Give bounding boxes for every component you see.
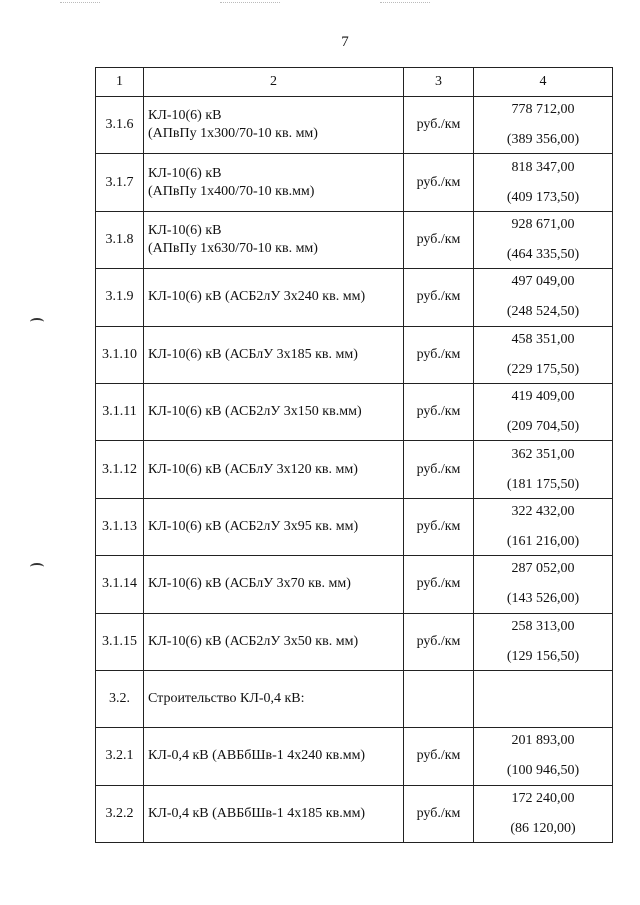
row-number: 3.1.10 <box>96 326 144 383</box>
row-value-paren: (389 356,00) <box>506 132 580 148</box>
row-number: 3.2.2 <box>96 785 144 842</box>
table-row <box>96 97 613 154</box>
row-description: КЛ-10(6) кВ (АСБлУ 3х185 кв. мм) <box>144 326 404 383</box>
row-value-cell <box>474 728 613 785</box>
header-row <box>96 68 613 97</box>
row-description: Строительство КЛ-0,4 кВ: <box>144 670 404 727</box>
row-value: 201 893,00 <box>511 733 575 749</box>
row-unit: руб./км <box>404 785 474 842</box>
row-value-cell <box>474 498 613 555</box>
row-number: 3.1.14 <box>96 556 144 613</box>
table-header <box>96 68 613 97</box>
row-description: КЛ-10(6) кВ (АПвПу 1х400/70-10 кв.мм) <box>144 154 404 211</box>
row-value-paren: (86 120,00) <box>510 820 576 836</box>
row-number: 3.2.1 <box>96 728 144 785</box>
row-unit: руб./км <box>404 383 474 440</box>
row-unit: руб./км <box>404 326 474 383</box>
row-value-paren: (129 156,50) <box>506 648 580 664</box>
row-value: 497 049,00 <box>511 274 575 290</box>
table-row <box>96 441 613 498</box>
row-description: КЛ-10(6) кВ (АСБ2лУ 3х50 кв. мм) <box>144 613 404 670</box>
row-unit: руб./км <box>404 211 474 268</box>
header-col-3: 3 <box>404 68 474 97</box>
row-value: 419 409,00 <box>511 389 575 405</box>
row-value: 258 313,00 <box>511 618 575 634</box>
row-value-cell <box>474 441 613 498</box>
table-row <box>96 326 613 383</box>
scan-noise <box>60 2 100 4</box>
row-description: КЛ-10(6) кВ (АСБ2лУ 3х150 кв.мм) <box>144 383 404 440</box>
table-row <box>96 498 613 555</box>
row-unit: руб./км <box>404 498 474 555</box>
row-value-cell <box>474 556 613 613</box>
table-row <box>96 785 613 842</box>
header-col-2: 2 <box>144 68 404 97</box>
row-unit <box>404 670 474 727</box>
row-value-cell <box>474 326 613 383</box>
row-value-paren: (100 946,50) <box>506 763 580 779</box>
row-value-paren: (161 216,00) <box>506 533 580 549</box>
row-value: 287 052,00 <box>511 561 575 577</box>
row-value: 322 432,00 <box>511 503 575 519</box>
row-unit: руб./км <box>404 441 474 498</box>
row-value-cell <box>474 154 613 211</box>
row-number: 3.2. <box>96 670 144 727</box>
table-row <box>96 613 613 670</box>
scan-mark <box>30 563 44 571</box>
row-description: КЛ-10(6) кВ (АСБ2лУ 3х95 кв. мм) <box>144 498 404 555</box>
row-value-paren: (229 175,50) <box>506 361 580 377</box>
row-value: 362 351,00 <box>511 446 575 462</box>
table-row <box>96 383 613 440</box>
row-description: КЛ-0,4 кВ (АВБбШв-1 4х185 кв.мм) <box>144 785 404 842</box>
row-description: КЛ-10(6) кВ (АПвПу 1х300/70-10 кв. мм) <box>144 97 404 154</box>
row-value-cell <box>474 211 613 268</box>
row-value-paren: (409 173,50) <box>506 189 580 205</box>
tariff-table <box>95 67 613 843</box>
row-value: 172 240,00 <box>511 790 575 806</box>
row-value: 458 351,00 <box>511 331 575 347</box>
row-unit: руб./км <box>404 613 474 670</box>
row-unit: руб./км <box>404 97 474 154</box>
row-number: 3.1.11 <box>96 383 144 440</box>
row-description: КЛ-10(6) кВ (АСБлУ 3х70 кв. мм) <box>144 556 404 613</box>
page-number: 7 <box>341 34 349 50</box>
row-unit: руб./км <box>404 269 474 326</box>
row-number: 3.1.12 <box>96 441 144 498</box>
row-value-paren: (181 175,50) <box>506 476 580 492</box>
row-description: КЛ-10(6) кВ (АСБ2лУ 3х240 кв. мм) <box>144 269 404 326</box>
header-col-1: 1 <box>96 68 144 97</box>
table-row <box>96 211 613 268</box>
row-value-cell <box>474 269 613 326</box>
row-number: 3.1.9 <box>96 269 144 326</box>
row-description: КЛ-10(6) кВ (АПвПу 1х630/70-10 кв. мм) <box>144 211 404 268</box>
row-value-cell <box>474 785 613 842</box>
table-row <box>96 154 613 211</box>
scan-noise <box>220 2 280 4</box>
row-value-paren: (248 524,50) <box>506 304 580 320</box>
row-value-cell <box>474 670 613 727</box>
row-unit: руб./км <box>404 154 474 211</box>
row-value: 818 347,00 <box>511 159 575 175</box>
row-number: 3.1.6 <box>96 97 144 154</box>
row-description: КЛ-0,4 кВ (АВБбШв-1 4х240 кв.мм) <box>144 728 404 785</box>
row-number: 3.1.13 <box>96 498 144 555</box>
row-value-paren: (209 704,50) <box>506 419 580 435</box>
header-col-4: 4 <box>474 68 613 97</box>
table-body <box>96 97 613 843</box>
row-number: 3.1.8 <box>96 211 144 268</box>
row-value-cell <box>474 383 613 440</box>
row-value-cell <box>474 97 613 154</box>
row-unit: руб./км <box>404 556 474 613</box>
row-value-paren: (464 335,50) <box>506 246 580 262</box>
table-row <box>96 670 613 727</box>
row-description: КЛ-10(6) кВ (АСБлУ 3х120 кв. мм) <box>144 441 404 498</box>
row-unit: руб./км <box>404 728 474 785</box>
scan-noise <box>380 2 430 4</box>
row-value: 778 712,00 <box>511 102 575 118</box>
table-row <box>96 269 613 326</box>
table-row <box>96 556 613 613</box>
row-value: 928 671,00 <box>511 216 575 232</box>
scan-mark <box>30 318 44 326</box>
row-number: 3.1.15 <box>96 613 144 670</box>
row-number: 3.1.7 <box>96 154 144 211</box>
table-row <box>96 728 613 785</box>
row-value-paren: (143 526,00) <box>506 591 580 607</box>
row-value-cell <box>474 613 613 670</box>
